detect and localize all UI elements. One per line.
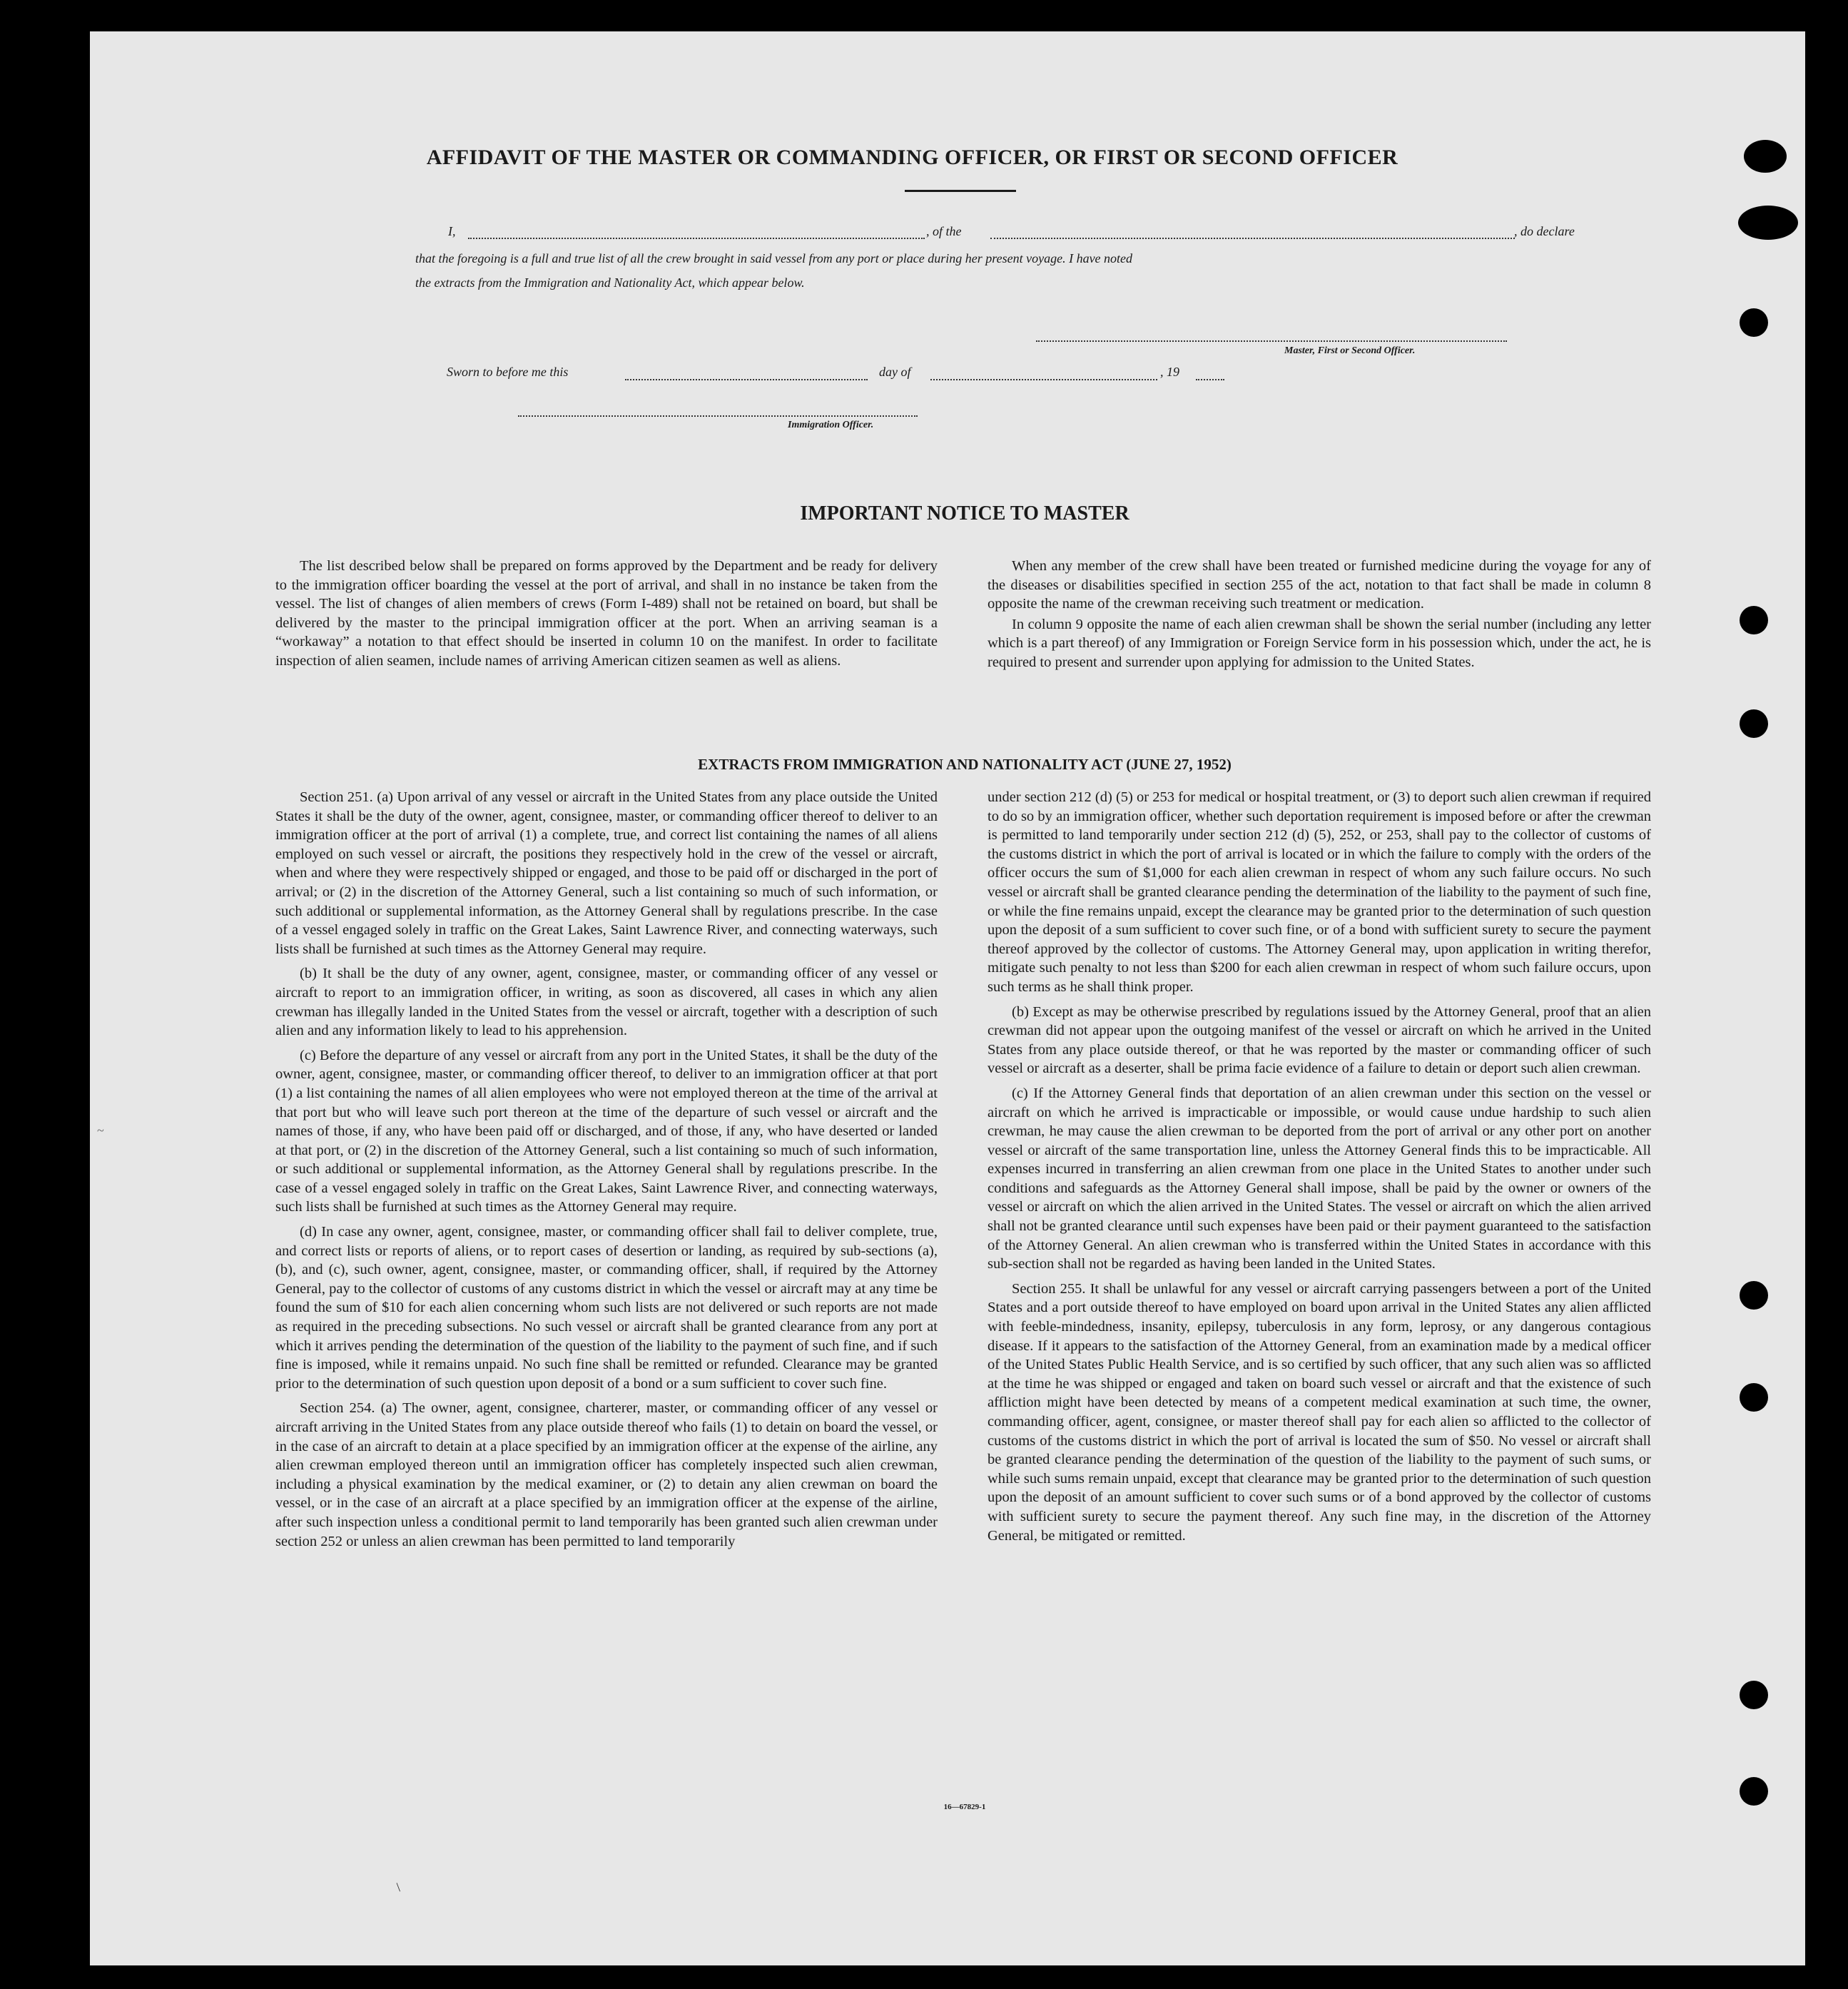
punch-hole [1740, 709, 1768, 738]
sworn-label: Sworn to before me this [447, 365, 569, 379]
affidavit-of-the-label: , of the [926, 224, 962, 238]
notice-right-column [988, 557, 1651, 678]
officer-signature-line[interactable] [518, 415, 918, 417]
scan-mark: / [392, 1880, 405, 1894]
document-page [90, 31, 1805, 1965]
ink-blot [1744, 140, 1787, 173]
master-signature-line[interactable] [1036, 340, 1507, 342]
affidavit-line-2: that the foregoing is a full and true list of all the crew brought in said vessel from any port or place during her present voyage. I have noted [415, 251, 1133, 265]
title-rule [905, 190, 1016, 192]
affidavit-i-label: I, [448, 224, 456, 238]
year-label: , 19 [1160, 365, 1179, 379]
extract-paragraph: Section 255. It shall be unlawful for any vessel or aircraft carrying passengers between a port of the United States and a port outside thereof to have employed on board upon arrival in the United States any alien afflicted with feeble-mindedness, insanity, epilepsy, tuberculosis in any form, leprosy, or any dangerous contagious disease. If it appears to the satisfaction of the Attorney General, from an examination made by a medical officer of the United States Public Health Service, and is so certified by such officer, that any such alien was so afflicted at the time he was shipped or engaged and taken on board such vessel or aircraft and that the existence of such affliction might have been detected by means of a competent medical examination at such time, the owner, commanding officer, agent, consignee, or master thereof shall pay for each alien so afflicted to the collector of customs of the customs district in which the port of arrival is located the sum of $50. No vessel or aircraft shall be granted clearance pending the determination of the question of the liability to the payment of such sums, or while such sums remain unpaid, except that clearance may be granted prior to the determination of such question upon the deposit of an amount sufficient to cover such sums or of a bond approved by the collector of customs with sufficient surety to secure the payment thereof. Any such fine may, in the discretion of the Attorney General, be mitigated or remitted. [988, 1280, 1651, 1544]
day-of-label: day of [879, 365, 911, 379]
extracts-right-column [988, 788, 1651, 1551]
punch-hole [1740, 606, 1768, 634]
punch-hole [1740, 1383, 1768, 1412]
extracts-left-column [275, 788, 938, 1557]
sworn-day-blank[interactable] [625, 379, 868, 380]
extract-paragraph: (c) If the Attorney General finds that deportation of an alien crewman under this section on the vessel or aircraft on which he arrived is impracticable or impossible, or would cause undue hardship to such alien crewman, he may cause the alien crewman to be deported from the port of arrival or any other port on another vessel or aircraft of the same transportation line, unless the Attorney General finds this to be impracticable. All expenses incurred in transferring an alien crewman from one place in the United States to another under such conditions and safeguards as the Attorney General shall impose, shall be paid by the owner or owners of the vessel or aircraft on which the alien arrived in the United States. The vessel or aircraft on which the alien arrived shall not be granted clearance until such expenses have been paid or their payment guaranteed to the satisfaction of the Attorney General. An alien crewman who is transferred within the United States in accordance with this sub-section shall not be regarded as having been landed in the United States. [988, 1085, 1651, 1272]
extract-paragraph: Section 251. (a) Upon arrival of any vessel or aircraft in the United States from any place outside the United States it shall be the duty of the owner, agent, consignee, master, or commanding officer thereof to deliver to an immigration officer at the port of arrival (1) a complete, true, and correct list containing the names of all aliens employed on such vessel or aircraft, the positions they respectively hold in the crew of the vessel or aircraft, when and where they were respectively shipped or engaged, and those to be paid off or discharged in the port of arrival; or (2) in the discretion of the Attorney General, such a list containing so much of such information, or such additional or supplemental information, as the Attorney General shall by regulations prescribe. In the case of a vessel engaged solely in traffic on the Great Lakes, Saint Lawrence River, and connecting waterways, such lists shall be furnished at such times as the Attorney General may require. [275, 789, 938, 957]
affidavit-line-3: the extracts from the Immigration and Nationality Act, which appear below. [415, 275, 805, 290]
officer-caption: Immigration Officer. [788, 420, 874, 430]
affidavit-title: AFFIDAVIT OF THE MASTER OR COMMANDING OFFICER, OR FIRST OR SECOND OFFICER [426, 146, 1398, 169]
extract-paragraph: Section 254. (a) The owner, agent, consignee, charterer, master, or commanding officer of any vessel or aircraft arriving in the United States from any place outside thereof who fails (1) to detain on board the vessel, or in the case of an aircraft to detain at a place specified by an immigration officer at the expense of the airline, any alien crewman employed thereon until an immigration officer has completely inspected such alien crewman, including a physical examination by the medical examiner, or (2) to detain any alien crewman on board the vessel, or in the case of an aircraft at a place specified by an immigration officer at the expense of the airline, after such inspection unless a conditional permit to land temporarily has been granted such alien crewman under section 252 or unless an alien crewman has been permitted to land temporarily [275, 1400, 938, 1549]
form-number: 16—67829-1 [943, 1803, 986, 1811]
affidavit-declare-label: , do declare [1514, 224, 1575, 238]
punch-hole [1740, 1777, 1768, 1806]
punch-hole [1740, 308, 1768, 337]
extracts-title: EXTRACTS FROM IMMIGRATION AND NATIONALITY ACT (JUNE 27, 1952) [698, 756, 1232, 773]
name-blank[interactable] [468, 238, 925, 239]
notice-left-paragraph: The list described below shall be prepared on forms approved by the Department and be ready for delivery to the immigration officer boarding the vessel at the port of arrival, and shall in no instance be taken from the vessel. The list of changes of alien members of crews (Form I-489) shall not be retained on board, but shall be delivered by the master to the principal immigration officer at the port. When an arriving seaman is a “workaway” a notation to that effect should be inserted in column 10 on the manifest. In order to facilitate inspection of alien seamen, include names of arriving American citizen seamen as well as aliens. [275, 558, 938, 669]
extract-paragraph: under section 212 (d) (5) or 253 for medical or hospital treatment, or (3) to deport such alien crewman if required to do so by an immigration officer, whether such deportation requirement is imposed before or after the crewman is permitted to land temporarily under section 212 (d) (5), 252, or 253, shall pay to the collector of customs of the customs district in which the port of arrival is located or in which the failure to comply with the orders of the officer occurs the sum of $1,000 for each alien crewman in respect of whom any such failure occurs. No such vessel or aircraft shall be granted clearance pending the determination of the liability to the payment of such fine, or while the fine remains unpaid, except the clearance may be granted prior to the determination of such question upon the deposit of a sum sufficient to cover such fine, or of a bond with sufficient surety to secure the payment thereof approved by the collector of customs. The Attorney General may, upon application in writing therefor, mitigate such penalty to not less than $200 for each alien crewman in respect of whom such failure occurs, upon such terms as he shall think proper. [988, 789, 1651, 995]
vessel-blank[interactable] [990, 238, 1515, 239]
sworn-month-blank[interactable] [930, 379, 1157, 380]
extract-paragraph: (c) Before the departure of any vessel or aircraft from any port in the United States, it shall be the duty of the owner, agent, consignee, master, or commanding officer thereof, to deliver to an immigration officer at that port (1) a list containing the names of all alien employees who were not employed thereon at the time of the arrival at that port but who will leave such port thereon at the time of the departure of such vessel or aircraft and the names of those, if any, who have been paid off or discharged, and of those, if any, who have deserted or landed at that port, or (2) in the discretion of the Attorney General, such a list containing so much of such information, or such additional or supplemental information, as the Attorney General shall by regulations prescribe. In the case of a vessel engaged solely in traffic on the Great Lakes, Saint Lawrence River, and connecting waterways, such lists shall be furnished at such times as the Attorney General may require. [275, 1047, 938, 1215]
punch-hole [1740, 1681, 1768, 1709]
extract-paragraph: (d) In case any owner, agent, consignee, master, or commanding officer shall fail to deliver complete, true, and correct lists or reports of aliens, or to report cases of desertion or landing, as required by sub-sections (a), (b), and (c), such owner, agent, consignee, master, or commanding officer, shall, if required by the Attorney General, pay to the collector of customs of any customs district in which the vessel or aircraft may at any time be found the sum of $10 for each alien concerning whom such lists are not delivered or such reports are not made as required in the preceding subsections. No such vessel or aircraft shall be granted clearance from any port at which it arrives pending the determination of the question of the liability to the payment of such fine, and if such fine is imposed, while it remains unpaid. No such fine shall be remitted or refunded. Clearance may be granted prior to the determination of such question upon deposit of a bond or a sum sufficient to cover such fine. [275, 1224, 938, 1392]
extract-paragraph: (b) It shall be the duty of any owner, agent, consignee, master, or commanding officer of any vessel or aircraft to report to an immigration officer, in writing, as soon as discovered, all cases in which any alien crewman has illegally landed in the United States from the vessel or aircraft, together with a description of such alien and any information likely to lead to his apprehension. [275, 966, 938, 1039]
notice-right-paragraph: In column 9 opposite the name of each alien crewman shall be shown the serial number (including any letter which is a part thereof) of any Immigration or Foreign Service form in his possession which, under the act, he is required to present and surrender upon applying for admission to the United States. [988, 616, 1651, 670]
ink-blot [1738, 206, 1798, 240]
sworn-year-blank[interactable] [1196, 379, 1224, 380]
punch-hole [1740, 1281, 1768, 1310]
notice-right-paragraph: When any member of the crew shall have been treated or furnished medicine during the voyage for any of the diseases or disabilities specified in section 255 of the act, notation to that fact shall be made in column 8 opposite the name of the crewman receiving such treatment or medication. [988, 558, 1651, 612]
notice-left-column [275, 557, 938, 677]
scan-mark: ~ [97, 1123, 104, 1138]
notice-title: IMPORTANT NOTICE TO MASTER [800, 502, 1129, 525]
extract-paragraph: (b) Except as may be otherwise prescribed by regulations issued by the Attorney General, proof that an alien crewman did not appear upon the outgoing manifest of the vessel or aircraft on which he arrived in the United States from any place outside thereof, or that he was reported by the master or commanding officer of such vessel or aircraft as a deserter, shall be prima facie evidence of a failure to detain or deport such alien crewman. [988, 1003, 1651, 1077]
master-caption: Master, First or Second Officer. [1284, 345, 1416, 356]
